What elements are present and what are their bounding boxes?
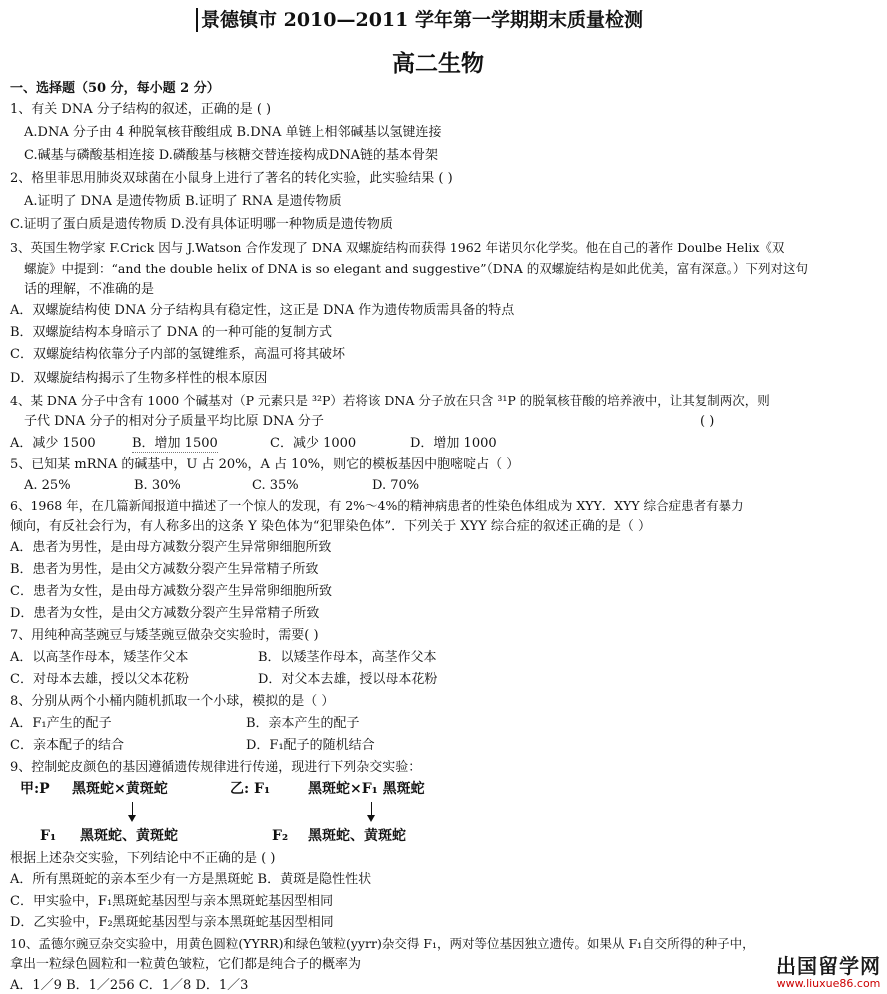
q6-stem-line2: 倾向，有反社会行为，有人称多出的这条 Y 染色体为“犯罪染色体”．下列关于 XYY 综合症的叙述正确的是（ ）	[10, 519, 651, 534]
q4-stem-line2: 子代 DNA 分子的相对分子质量平均比原 DNA 分子	[24, 414, 324, 429]
section-heading: 一、选择题（50 分，每小题 2 分）	[10, 81, 220, 96]
q6-option-a: A．患者为男性，是由母方减数分裂产生异常卵细胞所致	[10, 540, 332, 555]
q10-options: A．1／9 B．1／256 C．1／8 D．1／3	[10, 978, 249, 993]
q2-stem: 2、格里菲思用肺炎双球菌在小鼠身上进行了著名的转化实验，此实验结果 ( )	[10, 171, 453, 186]
q7-option-c: C．对母本去雄，授以父本花粉	[10, 672, 189, 687]
q9-option-d: D．乙实验中，F₂黑斑蛇基因型与亲本黑斑蛇基因型相同	[10, 915, 334, 930]
q10-stem-line1: 10、孟德尔豌豆杂交实验中，用黄色圆粒(YYRR)和绿色皱粒(yyrr)杂交得 F₁，两对等位基因独立遗传。如果从 F₁自交所得的种子中，	[10, 936, 755, 951]
watermark-url: www.liuxue86.com	[776, 977, 881, 990]
q1-options-ab: A.DNA 分子由 4 种脱氧核苷酸组成 B.DNA 单链上相邻碱基以氢键连接	[24, 125, 442, 140]
q3-option-d: D．双螺旋结构揭示了生物多样性的根本原因	[10, 371, 268, 386]
q3-stem-line1: 3、英国生物学家 F.Crick 因与 J.Watson 合作发现了 DNA 双螺旋结构而获得 1962 年诺贝尔化学奖。他在自己的著作 Doulbe Helix《双	[10, 240, 785, 255]
q5-option-a: A. 25%	[24, 478, 71, 493]
site-watermark	[776, 955, 881, 990]
q4-option-a: A．减少 1500	[10, 436, 96, 451]
q7-option-d: D．对父本去雄，授以母本花粉	[258, 672, 438, 687]
q9-question: 根据上述杂交实验，下列结论中不正确的是 ( )	[10, 851, 276, 866]
q1-options-cd: C.碱基与磷酸基相连接 D.磷酸基与核糖交替连接构成DNA链的基本骨架	[24, 148, 439, 163]
exam-title: 景德镇市 2010—2011 学年第一学期期末质量检测	[196, 8, 643, 32]
q10-stem-line2: 拿出一粒绿色圆粒和一粒黄色皱粒，它们都是纯合子的概率为	[10, 957, 362, 972]
q8-option-c: C．亲本配子的结合	[10, 738, 124, 753]
q4-option-d: D．增加 1000	[410, 436, 497, 451]
q9-stem: 9、控制蛇皮颜色的基因遵循遗传规律进行传递，现进行下列杂交实验：	[10, 760, 422, 775]
q6-option-c: C．患者为女性，是由母方减数分裂产生异常卵细胞所致	[10, 584, 332, 599]
q5-option-d: D. 70%	[372, 478, 420, 493]
subject-title: 高二生物	[392, 50, 484, 77]
q4-stem-line1: 4、某 DNA 分子中含有 1000 个碱基对（P 元素只是 ³²P）若将该 DNA 分子放在只含 ³¹P 的脱氧核苷酸的培养液中，让其复制两次，则	[10, 393, 770, 408]
q3-option-c: C．双螺旋结构依靠分子内部的氢键维系，高温可将其破坏	[10, 347, 345, 362]
q7-option-b: B．以矮茎作母本，高茎作父本	[258, 650, 437, 665]
q5-option-c: C. 35%	[252, 478, 299, 493]
q3-option-a: A．双螺旋结构使 DNA 分子结构具有稳定性，这正是 DNA 作为遗传物质需具备的特点	[10, 303, 515, 318]
cross-yi-offspring: 黑斑蛇、黄斑蛇	[308, 828, 406, 844]
q8-option-d: D．F₁配子的随机结合	[246, 738, 375, 753]
cross-yi-arrow-head	[367, 815, 375, 822]
q3-option-b: B．双螺旋结构本身暗示了 DNA 的一种可能的复制方式	[10, 325, 333, 340]
q5-stem: 5、已知某 mRNA 的碱基中，U 占 20%，A 占 10%，则它的模板基因中胞嘧啶占（ ）	[10, 457, 520, 472]
cross-yi-arrow-shaft	[371, 802, 372, 816]
q1-stem: 1、有关 DNA 分子结构的叙述，正确的是 ( )	[10, 102, 272, 117]
q3-stem-line3: 话的理解，不准确的是	[24, 282, 155, 297]
q4-option-c: C．减少 1000	[270, 436, 357, 451]
cross-jia-offspring: 黑斑蛇、黄斑蛇	[80, 828, 178, 844]
q6-option-b: B．患者为男性，是由父方减数分裂产生异常精子所致	[10, 562, 319, 577]
q7-option-a: A．以高茎作母本，矮茎作父本	[10, 650, 189, 665]
q9-option-ab: A．所有黑斑蛇的亲本至少有一方是黑斑蛇 B．黄斑是隐性性状	[10, 872, 372, 887]
cross-jia-generation: F₁	[40, 828, 57, 844]
cross-jia-parents: 黑斑蛇×黄斑蛇	[72, 781, 168, 797]
watermark-name: 出国留学网	[776, 954, 881, 978]
q6-option-d: D．患者为女性，是由父方减数分裂产生异常精子所致	[10, 606, 320, 621]
cross-yi-label: 乙: F₁	[230, 781, 271, 797]
q4-answer-paren: ( )	[700, 414, 715, 429]
q5-option-b: B. 30%	[134, 478, 181, 493]
q9-option-c: C．甲实验中，F₁黑斑蛇基因型与亲本黑斑蛇基因型相同	[10, 894, 334, 909]
q8-option-b: B．亲本产生的配子	[246, 716, 360, 731]
cross-jia-arrow-head	[128, 815, 136, 822]
q4-option-b: B．增加 1500	[132, 436, 218, 451]
q3-stem-line2: 螺旋》中提到：“and the double helix of DNA is so elegant and suggestive”（DNA 的双螺旋结构是如此优美，富有深意。）下列对这句	[24, 261, 808, 276]
q2-options-cd: C.证明了蛋白质是遗传物质 D.没有具体证明哪一种物质是遗传物质	[10, 217, 393, 232]
q8-option-a: A．F₁产生的配子	[10, 716, 112, 731]
q7-stem: 7、用纯种高茎豌豆与矮茎豌豆做杂交实验时，需要( )	[10, 628, 319, 643]
cross-jia-arrow-shaft	[132, 802, 133, 816]
cross-jia-label: 甲:P	[20, 781, 50, 797]
cross-yi-parents: 黑斑蛇×F₁ 黑斑蛇	[308, 781, 425, 797]
q2-options-ab: A.证明了 DNA 是遗传物质 B.证明了 RNA 是遗传物质	[24, 194, 342, 209]
cross-yi-generation: F₂	[272, 828, 289, 844]
q8-stem: 8、分别从两个小桶内随机抓取一个小球，模拟的是（ ）	[10, 694, 335, 709]
q6-stem-line1: 6、1968 年，在几篇新闻报道中描述了一个惊人的发现，有 2%～4%的精神病患者的性染色体组成为 XYY．XYY 综合症患者有暴力	[10, 498, 744, 513]
